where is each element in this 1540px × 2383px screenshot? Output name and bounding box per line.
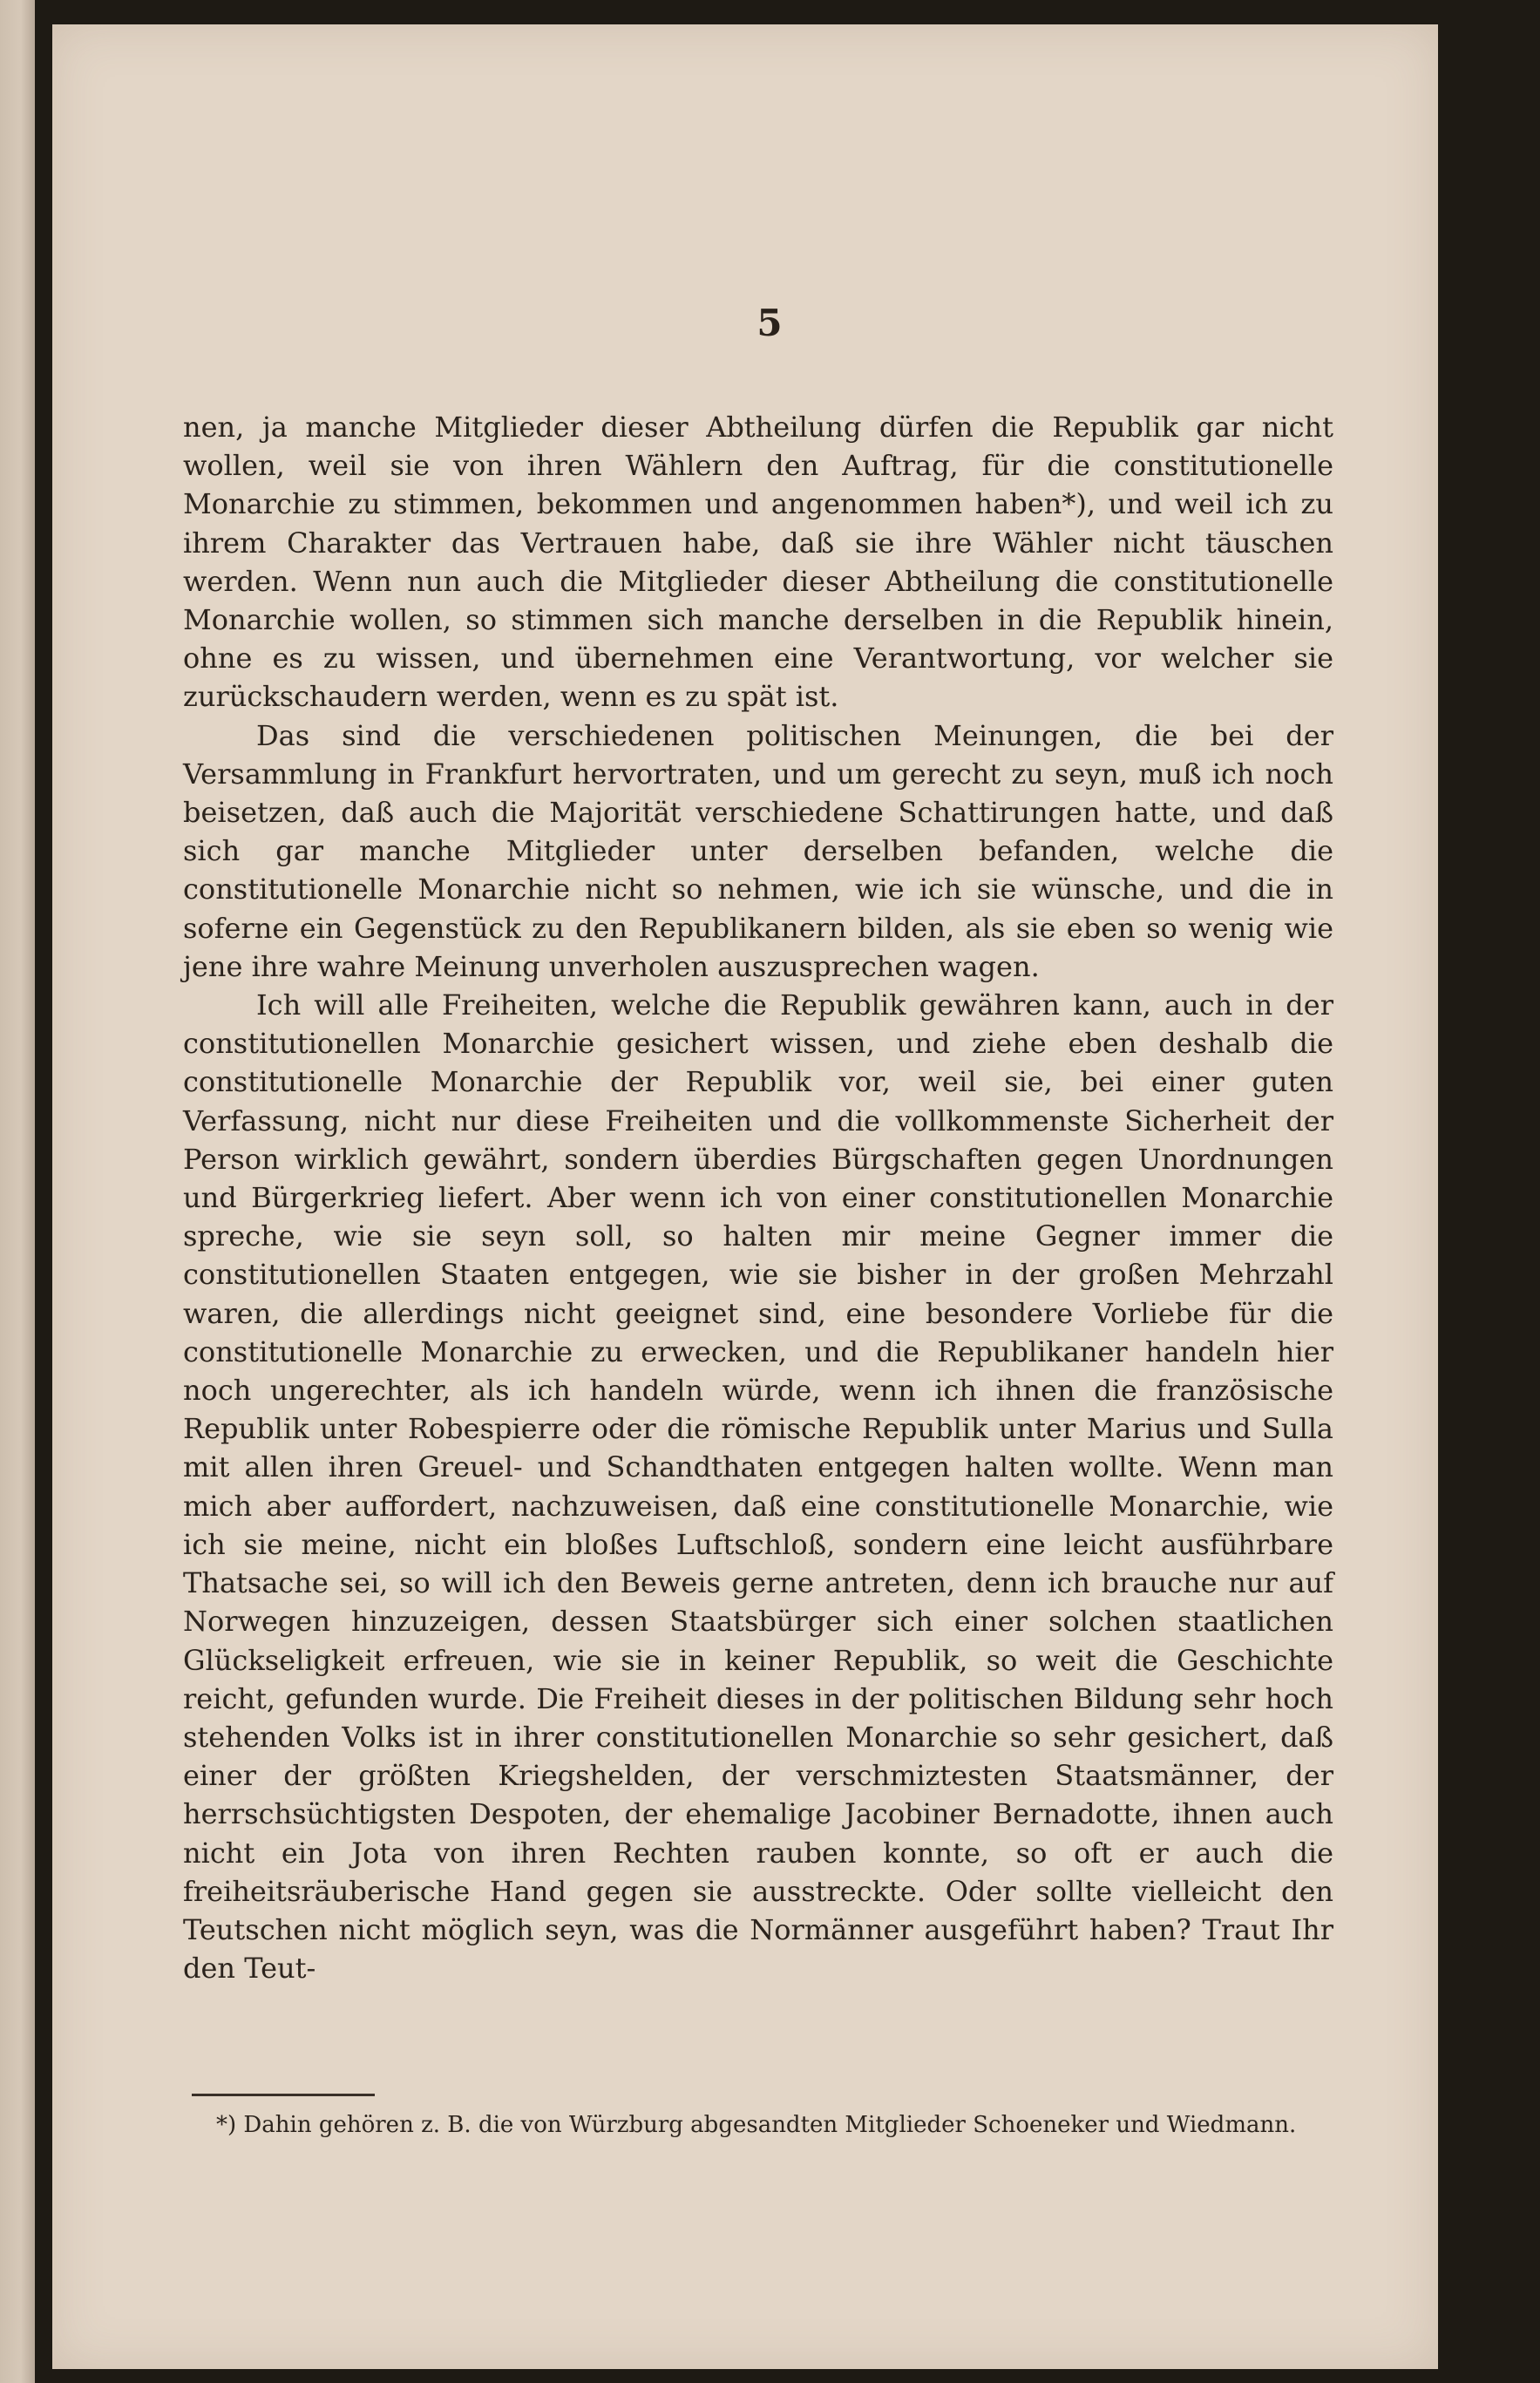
book-page: [52, 24, 1438, 2369]
footnote-divider: [192, 2094, 375, 2096]
previous-page-edge: [0, 0, 35, 2383]
page-number: 5: [756, 302, 783, 344]
body-text: [183, 408, 1333, 1987]
paragraph-continuation: nen, ja manche Mitglieder dieser Abtheilung dürfen die Republik gar nicht wollen, weil sie von ihren Wählern den Auftrag, für die constitutionelle Monarchie zu stimmen, bekommen und angenommen haben*), und weil ich zu ihrem Charakter das Vertrauen habe, daß sie ihre Wähler nicht täuschen werden. Wenn nun auch die Mitglieder dieser Abtheilung die constitutionelle Monarchie wollen, so stimmen sich manche derselben in die Republik hinein, ohne es zu wissen, und übernehmen eine Verantwortung, vor welcher sie zurückschaudern werden, wenn es zu spät ist.: [183, 411, 1333, 714]
footnote: *) Dahin gehören z. B. die von Würzburg abgesandten Mitglieder Schoeneker und Wiedmann.: [216, 2112, 1297, 2138]
paragraph-freedoms: Ich will alle Freiheiten, welche die Republik gewähren kann, auch in der constitutionellen Monarchie gesichert wissen, und ziehe eben deshalb die constitutionelle Monarchie der Republik vor, weil sie, bei einer guten Verfassung, nicht nur diese Freiheiten und die vollkommenste Sicherheit der Person wirklich gewährt, sondern überdies Bürgschaften gegen Unordnungen und Bürgerkrieg liefert. Aber wenn ich von einer constitutionellen Monarchie spreche, wie sie seyn soll, so halten mir meine Gegner immer die constitutionellen Staaten entgegen, wie sie bisher in der großen Mehrzahl waren, die allerdings nicht geeignet sind, eine besondere Vorliebe für die constitutionelle Monarchie zu erwecken, und die Republikaner handeln hier noch ungerechter, als ich handeln würde, wenn ich ihnen die französische Republik unter Robespierre oder die römische Republik unter Marius und Sulla mit allen ihren Greuel- und Schandthaten entgegen halten wollte. Wenn man mich aber auffordert, nachzuweisen, daß eine constitutionelle Monarchie, wie ich sie meine, nicht ein bloßes Luftschloß, sondern eine leicht ausführbare Thatsache sei, so will ich den Beweis gerne antreten, denn ich brauche nur auf Norwegen hinzuzeigen, dessen Staatsbürger sich einer solchen staatlichen Glückseligkeit erfreuen, wie sie in keiner Republik, so weit die Geschichte reicht, gefunden wurde. Die Freiheit dieses in der politischen Bildung sehr hoch stehenden Volks ist in ihrer constitutionellen Monarchie so sehr gesichert, daß einer der größten Kriegshelden, der verschmiztesten Staatsmänner, der herrschsüchtigsten Despoten, der ehemalige Jacobiner Bernadotte, ihnen auch nicht ein Jota von ihren Rechten rauben konnte, so oft er auch die freiheitsräuberische Hand gegen sie ausstreckte. Oder sollte vielleicht den Teutschen nicht möglich seyn, was die Normänner ausgeführt haben? Traut Ihr den Teut-: [183, 988, 1333, 1986]
paragraph-opinions: Das sind die verschiedenen politischen Meinungen, die bei der Versammlung in Frankfurt hervortraten, und um gerecht zu seyn, muß ich noch beisetzen, daß auch die Majorität verschiedene Schattirungen hatte, und daß sich gar manche Mitglieder unter derselben befanden, welche die constitutionelle Monarchie nicht so nehmen, wie ich sie wünsche, und die in soferne ein Gegenstück zu den Republikanern bilden, als sie eben so wenig wie jene ihre wahre Meinung unverholen auszusprechen wagen.: [183, 718, 1333, 983]
